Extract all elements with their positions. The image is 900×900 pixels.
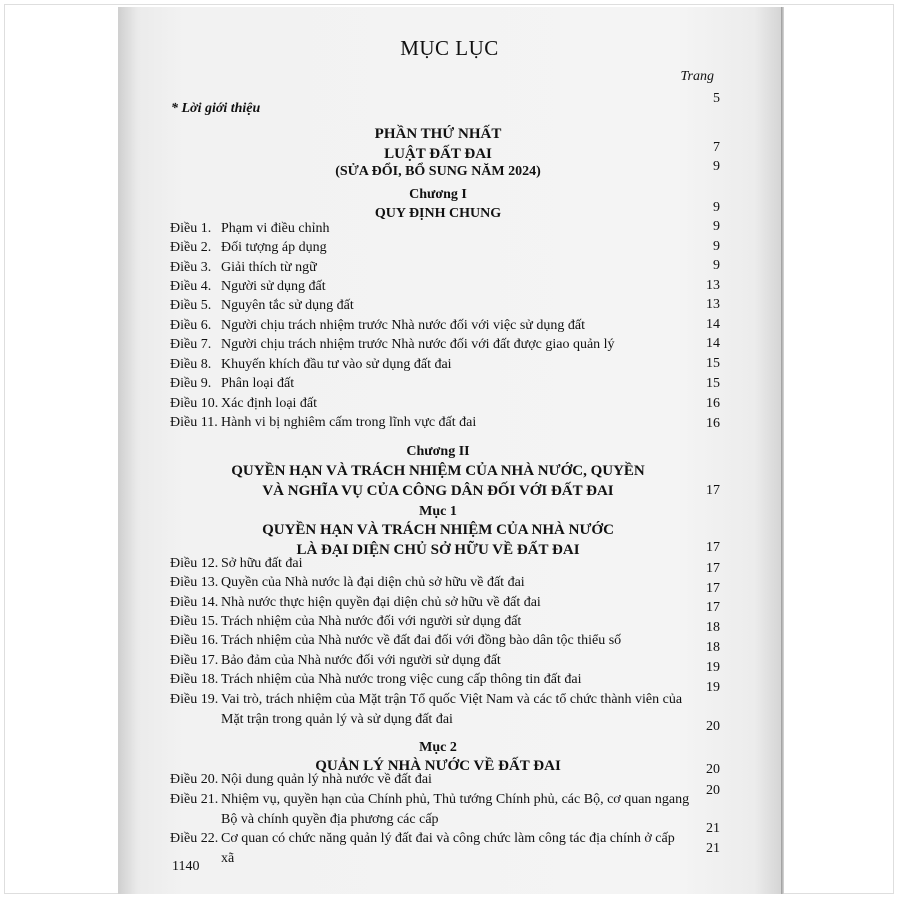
article-number: Điều 21.	[170, 792, 219, 807]
chapter-2-label: Chương II	[406, 444, 470, 459]
article-number: Điều 13.	[170, 575, 219, 590]
toc-entry	[170, 593, 690, 613]
toc-entry	[170, 277, 690, 297]
toc-entry	[170, 573, 690, 593]
toc-entry	[170, 374, 690, 394]
toc-entry	[170, 355, 690, 375]
article-page-number: 9	[713, 258, 720, 273]
article-number: Điều 9.	[170, 376, 212, 391]
section-1-label: Mục 1	[419, 504, 457, 519]
book-page	[118, 7, 781, 894]
section-1-title-line-1: QUYỀN HẠN VÀ TRÁCH NHIỆM CỦA NHÀ NƯỚC	[262, 522, 614, 538]
toc-entry	[170, 770, 690, 790]
article-number: Điều 12.	[170, 556, 219, 571]
article-page-number: 18	[706, 640, 720, 655]
page-title: MỤC LỤC	[400, 36, 499, 60]
part-page-number: 7	[713, 140, 720, 155]
article-title: Vai trò, trách nhiệm của Mặt trận Tổ quốc Việt Nam và các tổ chức thành viên của Mặt trận trong quản lý và sử dụng đất đai	[221, 692, 683, 727]
article-page-number: 19	[706, 660, 720, 675]
article-number: Điều 6.	[170, 318, 212, 333]
article-number: Điều 16.	[170, 633, 219, 648]
part-heading: PHẦN THỨ NHẤT	[374, 126, 502, 142]
intro-entry-label: * Lời giới thiệu	[171, 101, 261, 116]
chapter-1-label: Chương I	[409, 187, 467, 202]
article-page-number: 14	[706, 317, 720, 332]
toc-entry	[170, 296, 690, 316]
article-page-number: 19	[706, 680, 720, 695]
section-2-page-number: 20	[706, 762, 720, 777]
page-column-label: Trang	[680, 69, 714, 84]
toc-entry	[170, 258, 690, 278]
article-title: Giải thích từ ngữ	[221, 260, 317, 275]
section-1-page-number: 17	[706, 540, 720, 555]
toc-entry	[170, 829, 690, 869]
article-page-number: 14	[706, 336, 720, 351]
article-title: Nguyên tắc sử dụng đất	[221, 298, 354, 313]
article-title: Quyền của Nhà nước là đại diện chủ sở hữu về đất đai	[221, 575, 525, 590]
article-title: Nội dung quản lý nhà nước về đất đai	[221, 772, 432, 787]
article-page-number: 17	[706, 600, 720, 615]
article-page-number: 15	[706, 376, 720, 391]
article-page-number: 17	[706, 561, 720, 576]
article-title: Xác định loại đất	[221, 396, 318, 411]
law-title: LUẬT ĐẤT ĐAI	[384, 146, 492, 162]
article-page-number: 15	[706, 356, 720, 371]
article-number: Điều 19.	[170, 692, 219, 707]
toc-entry	[170, 690, 690, 730]
article-number: Điều 11.	[170, 415, 218, 430]
chapter-2-title-line-1: QUYỀN HẠN VÀ TRÁCH NHIỆM CỦA NHÀ NƯỚC, QUYỀN	[231, 463, 645, 479]
toc-entry	[170, 631, 690, 651]
toc-entry	[170, 335, 690, 355]
article-title: Khuyến khích đầu tư vào sử dụng đất đai	[221, 357, 452, 372]
article-number: Điều 3.	[170, 260, 212, 275]
article-number: Điều 1.	[170, 221, 212, 236]
article-number: Điều 5.	[170, 298, 212, 313]
article-number: Điều 17.	[170, 653, 219, 668]
chapter-2-title-line-2: VÀ NGHĨA VỤ CỦA CÔNG DÂN ĐỐI VỚI ĐẤT ĐAI	[262, 483, 614, 499]
article-page-number: 13	[706, 297, 720, 312]
article-title: Trách nhiệm của Nhà nước về đất đai đối với đồng bào dân tộc thiểu số	[221, 633, 622, 648]
law-subtitle-page-number: 9	[713, 159, 720, 174]
article-number: Điều 18.	[170, 672, 219, 687]
toc-entry	[170, 651, 690, 671]
article-page-number: 21	[706, 841, 720, 856]
article-number: Điều 14.	[170, 595, 219, 610]
toc-entry	[170, 790, 690, 830]
article-title: Cơ quan có chức năng quản lý đất đai và công chức làm công tác địa chính ở cấp xã	[221, 831, 675, 866]
article-number: Điều 20.	[170, 772, 219, 787]
article-title: Trách nhiệm của Nhà nước đối với người sử dụng đất	[221, 614, 522, 629]
law-subtitle: (SỬA ĐỔI, BỔ SUNG NĂM 2024)	[335, 164, 541, 179]
article-title: Người sử dụng đất	[221, 279, 326, 294]
article-number: Điều 7.	[170, 337, 212, 352]
chapter-1-title: QUY ĐỊNH CHUNG	[374, 206, 502, 221]
section-2-label: Mục 2	[419, 740, 457, 755]
section-2-title: QUẢN LÝ NHÀ NƯỚC VỀ ĐẤT ĐAI	[315, 758, 561, 774]
toc-entry	[170, 238, 690, 258]
article-title: Đối tượng áp dụng	[221, 240, 327, 255]
article-number: Điều 22.	[170, 831, 219, 846]
article-page-number: 20	[706, 719, 720, 734]
article-title: Người chịu trách nhiệm trước Nhà nước đối với việc sử dụng đất	[221, 318, 585, 333]
article-page-number: 20	[706, 783, 720, 798]
article-page-number: 9	[713, 239, 720, 254]
article-number: Điều 10.	[170, 396, 219, 411]
article-number: Điều 2.	[170, 240, 212, 255]
article-title: Phạm vi điều chỉnh	[221, 221, 330, 236]
page-edge	[781, 7, 784, 894]
article-title: Nhà nước thực hiện quyền đại diện chủ sở hữu về đất đai	[221, 595, 541, 610]
chapter-2-page-number: 17	[706, 483, 720, 498]
intro-page-number: 5	[713, 91, 720, 106]
article-page-number: 16	[706, 396, 720, 411]
article-title: Trách nhiệm của Nhà nước trong việc cung cấp thông tin đất đai	[221, 672, 582, 687]
section-1-title-line-2: LÀ ĐẠI DIỆN CHỦ SỞ HỮU VỀ ĐẤT ĐAI	[296, 542, 580, 558]
article-number: Điều 4.	[170, 279, 212, 294]
article-title: Phân loại đất	[221, 376, 295, 391]
article-title: Người chịu trách nhiệm trước Nhà nước đối với đất được giao quản lý	[221, 337, 615, 352]
article-title: Sở hữu đất đai	[221, 556, 303, 571]
toc-entry	[170, 413, 690, 433]
toc-entry	[170, 219, 690, 239]
article-number: Điều 8.	[170, 357, 212, 372]
toc-entry	[170, 612, 690, 632]
article-number: Điều 15.	[170, 614, 219, 629]
toc-entry	[170, 554, 690, 574]
article-title: Hành vi bị nghiêm cấm trong lĩnh vực đất đai	[221, 415, 477, 430]
toc-entry	[170, 670, 690, 690]
toc-entry	[170, 316, 690, 336]
article-page-number: 13	[706, 278, 720, 293]
article-title: Nhiệm vụ, quyền hạn của Chính phủ, Thủ tướng Chính phủ, các Bộ, cơ quan ngang Bộ và chính quyền địa phương các cấp	[221, 792, 690, 827]
article-page-number: 18	[706, 620, 720, 635]
chapter-1-page-number: 9	[713, 200, 720, 215]
toc-entry	[170, 394, 690, 414]
page-number: 1140	[172, 859, 200, 874]
article-page-number: 21	[706, 821, 720, 836]
article-page-number: 17	[706, 581, 720, 596]
article-page-number: 16	[706, 416, 720, 431]
article-title: Bảo đảm của Nhà nước đối với người sử dụng đất	[221, 653, 501, 668]
article-page-number: 9	[713, 219, 720, 234]
